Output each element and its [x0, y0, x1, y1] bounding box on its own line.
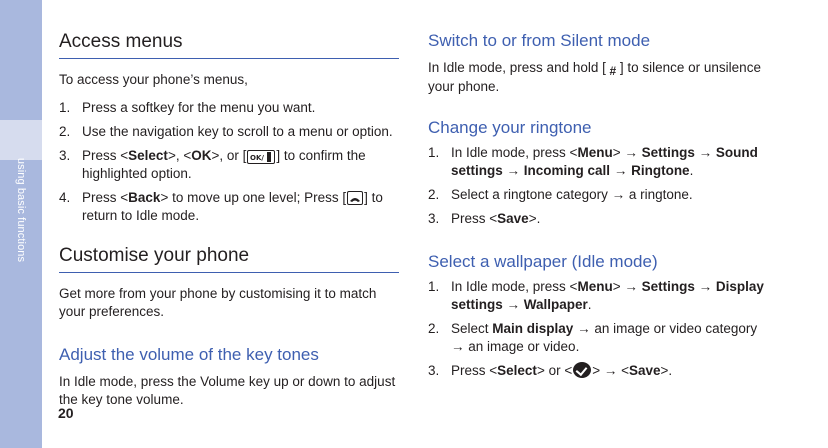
step-text: →: [502, 163, 524, 178]
step-text: ] to confirm the highlighted option.: [82, 148, 366, 181]
silent-heading: Switch to or from Silent mode: [428, 31, 651, 50]
list-item: [59, 99, 399, 117]
menu-label: Menu: [577, 145, 613, 160]
section-label: using basic functions: [15, 157, 27, 263]
display-settings-label: Display settings: [451, 279, 764, 312]
volume-heading: Adjust the volume of the key tones: [59, 345, 319, 364]
right-column: [428, 0, 771, 380]
settings-label: Settings: [641, 279, 695, 294]
ok-softkey-label: OK: [191, 148, 212, 163]
step-number: 1.: [428, 145, 440, 160]
volume-text: In Idle mode, press the Volume key up or down to adjust the key tone volume.: [59, 374, 396, 407]
ok-i-key-icon: [247, 150, 275, 164]
step-text: > → <: [592, 363, 629, 378]
settings-label: Settings: [641, 145, 695, 160]
access-menus-steps: [59, 99, 399, 225]
customise-intro: Get more from your phone by customising it to match your preferences.: [59, 286, 377, 319]
list-item: [428, 362, 771, 380]
step-text: > →: [612, 279, 642, 294]
silent-text-b: ] to silence or unsilence your phone.: [428, 60, 761, 94]
step-text: .: [587, 297, 592, 312]
save-label: Save: [497, 211, 529, 226]
customise-heading: Customise your phone: [59, 245, 399, 273]
access-menus-intro: To access your phone’s menus,: [59, 72, 248, 87]
left-column: [59, 0, 399, 409]
step-number: 3.: [59, 148, 71, 163]
back-softkey-label: Back: [128, 190, 161, 205]
step-number: 1.: [428, 279, 440, 294]
step-text: Press <: [82, 190, 129, 205]
step-text: .: [689, 163, 694, 178]
step-text: > or <: [536, 363, 573, 378]
page-number: 20: [58, 405, 74, 421]
step-text: > to move up one level; Press [: [160, 190, 347, 205]
incoming-call-label: Incoming call: [523, 163, 611, 178]
step-text: Press a softkey for the menu you want.: [82, 100, 316, 115]
step-text: >.: [660, 363, 673, 378]
main-display-label: Main display: [492, 321, 574, 336]
select-softkey-label: Select: [128, 148, 168, 163]
ringtone-steps: [428, 144, 771, 228]
wallpaper-label: Wallpaper: [523, 297, 588, 312]
step-text: Press <: [451, 363, 498, 378]
wallpaper-heading: Select a wallpaper (Idle mode): [428, 252, 658, 271]
step-text: ] to return to Idle mode.: [82, 190, 383, 223]
list-item: [428, 278, 771, 314]
step-text: Select: [451, 321, 493, 336]
list-item: [428, 144, 771, 180]
step-text: In Idle mode, press <: [451, 279, 578, 294]
step-text: Select a ringtone category → a ringtone.: [451, 187, 693, 202]
access-menus-heading: Access menus: [59, 0, 399, 59]
step-text: Press <: [82, 148, 129, 163]
step-number: 4.: [59, 190, 71, 205]
step-text: >, <: [167, 148, 192, 163]
save-label: Save: [629, 363, 661, 378]
step-text: →: [610, 163, 632, 178]
list-item: [428, 320, 771, 356]
select-label: Select: [497, 363, 537, 378]
end-key-icon: [347, 191, 363, 205]
step-number: 3.: [428, 211, 440, 226]
step-text: →: [502, 297, 524, 312]
confirm-key-icon: [573, 362, 591, 378]
list-item: [59, 123, 399, 141]
silent-text-a: In Idle mode, press and hold [: [428, 60, 606, 75]
ringtone-label: Ringtone: [631, 163, 690, 178]
step-text: Press <: [451, 211, 498, 226]
step-number: 3.: [428, 363, 440, 378]
silent-text: [428, 59, 771, 96]
step-number: 2.: [428, 187, 440, 202]
ringtone-heading: Change your ringtone: [428, 118, 592, 137]
section-side-tab: [0, 0, 42, 448]
list-item: [428, 186, 771, 204]
menu-label: Menu: [577, 279, 613, 294]
step-text: →: [694, 145, 716, 160]
step-number: 2.: [59, 124, 71, 139]
list-item: [59, 189, 399, 225]
step-number: 1.: [59, 100, 71, 115]
svg-text:OK/: OK/: [250, 154, 265, 162]
step-text: >.: [528, 211, 541, 226]
list-item: [428, 210, 771, 228]
list-item: [59, 147, 399, 183]
side-tab-highlight: [0, 120, 42, 160]
step-text: > →: [612, 145, 642, 160]
step-text: Use the navigation key to scroll to a menu or option.: [82, 124, 393, 139]
step-text: In Idle mode, press <: [451, 145, 578, 160]
sound-settings-label: Sound settings: [451, 145, 758, 178]
step-text: >, or [: [211, 148, 247, 163]
step-number: 2.: [428, 321, 440, 336]
hash-key-icon: #: [609, 64, 617, 78]
step-text: →: [694, 279, 716, 294]
wallpaper-steps: [428, 278, 771, 380]
step-text: → an image or video category → an image or video.: [451, 321, 758, 354]
